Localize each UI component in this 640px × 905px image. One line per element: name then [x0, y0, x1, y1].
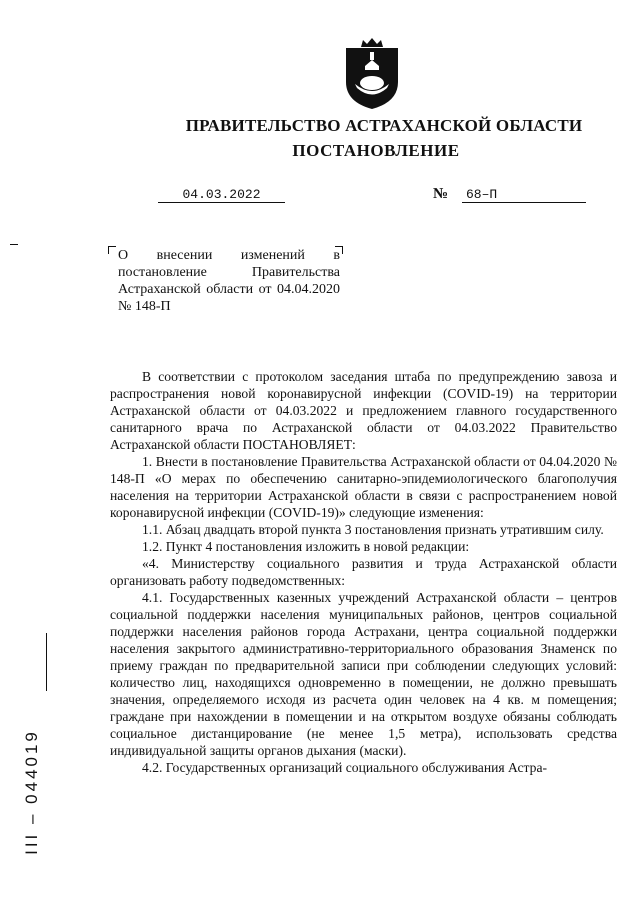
body-paragraph: В соответствии с протоколом заседания штаба по предупреждению завоза и распространения новой коронавирусной инфекции (COVID-19) на территории Астраханской области от 04.03.2022 и предложением главного государственного санитарного врача по Астраханской области от 04.03.2022 Правительство Астраханской области ПОСТАНОВЛЯЕТ:	[110, 369, 617, 452]
body-paragraph: 4.2. Государственных организаций социального обслуживания Астра-	[142, 760, 548, 775]
margin-tick	[10, 244, 18, 245]
body-paragraph: 4.1. Государственных казенных учреждений Астраханской области – центров социальной поддержки населения муниципальных районов, центров социальной поддержки населения районов города Астрахани, центра социальной поддержки населения закрытого административно-территориального образования Знаменск по приему граждан по предварительной записи при соблюдении следующих условий: количество лиц, находящихся одновременно в помещении, не должно превышать значения, определяемого исходя из расчета один человек на 4 кв. м помещения; граждане при нахождении в помещении и на открытом воздухе обязаны соблюдать социальное дистанцирование (не менее 1,5 метра), использовать средства индивидуальной защиты органов дыхания (маски).	[110, 590, 617, 758]
document-date: 04.03.2022	[158, 188, 285, 203]
coat-of-arms-icon	[343, 38, 401, 110]
subject-bracket-left	[108, 246, 116, 254]
document-body	[110, 368, 617, 776]
body-paragraph: 1.1. Абзац двадцать второй пункта 3 постановления признать утратившим силу.	[142, 522, 604, 537]
body-paragraph: «4. Министерству социального развития и труда Астраханской области организовать работу подведомственных:	[110, 556, 617, 588]
document-serial: III – 044019	[22, 729, 41, 855]
body-paragraph: 1.2. Пункт 4 постановления изложить в новой редакции:	[142, 539, 470, 554]
government-title: ПРАВИТЕЛЬСТВО АСТРАХАНСКОЙ ОБЛАСТИ	[185, 116, 583, 135]
margin-line	[46, 633, 47, 691]
body-paragraph: 1. Внести в постановление Правительства Астраханской области от 04.04.2020 № 148-П «О мерах по обеспечению санитарно-эпидемиологического благополучия населения на территории Астраханской области в связи с распространением новой коронавирусной инфекции (COVID-19)» следующие изменения:	[110, 454, 617, 520]
document-type: ПОСТАНОВЛЕНИЕ	[292, 141, 460, 160]
number-sign: №	[433, 186, 449, 202]
document-subject: О внесении изменений в постановление Правительства Астраханской области от 04.04.2020 № 148-П	[118, 248, 340, 314]
document-number: 68–П	[462, 188, 586, 203]
